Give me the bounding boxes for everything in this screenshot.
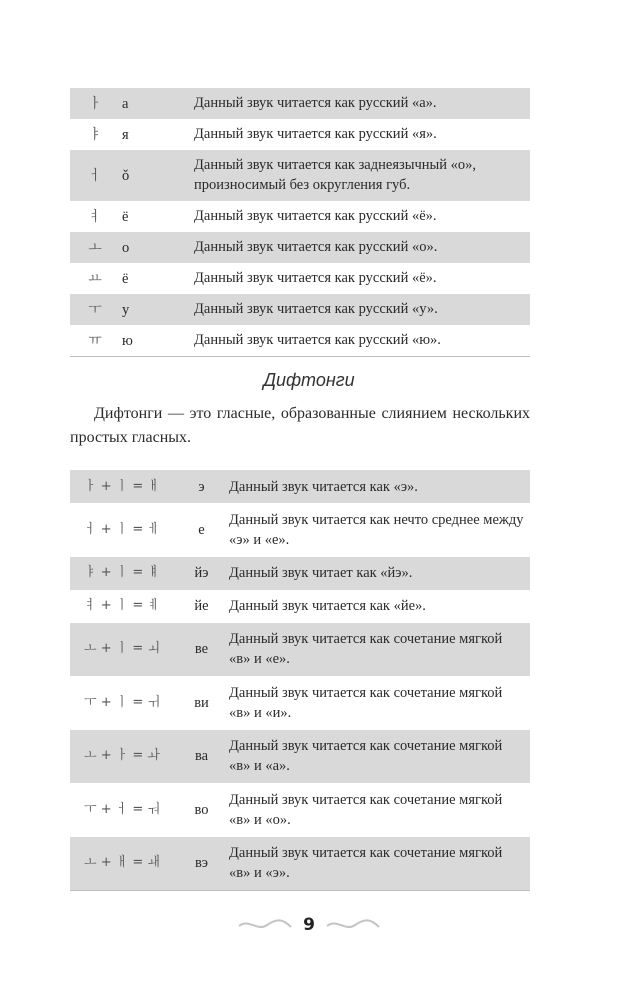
table-row xyxy=(70,263,530,294)
table-row xyxy=(70,783,530,837)
intro-paragraph: Дифтонги — это гласные, образованные слиянием нескольких простых гласных. xyxy=(70,405,530,446)
korean-formula: ㅓ + ㅣ = ㅔ xyxy=(84,521,160,537)
russian-sound: у xyxy=(120,294,194,325)
korean-formula: ㅕ + ㅣ = ㅖ xyxy=(84,598,160,613)
korean-letter: ㅓ xyxy=(70,150,120,201)
korean-letter: ㅕ xyxy=(88,208,102,225)
korean-formula: ㅜ + ㅣ = ㅟ xyxy=(84,694,160,710)
sound-description: Данный звук читается как сочетание мягкой «в» и «и». xyxy=(229,684,503,721)
table-row xyxy=(70,294,530,325)
russian-sound: вэ xyxy=(174,837,229,891)
sound-description: Данный звук читается как русский «у». xyxy=(194,294,530,325)
russian-sound: йэ xyxy=(174,557,229,590)
korean-letter: ㅗ xyxy=(70,232,120,263)
sound-description: Данный звук читается как сочетание мягкой «в» и «а». xyxy=(229,730,530,784)
russian-sound: йе xyxy=(194,598,209,614)
table-row xyxy=(70,623,530,677)
russian-sound: ва xyxy=(174,730,229,784)
table-row xyxy=(70,837,530,891)
table-row xyxy=(70,470,530,503)
wave-ornament-right-icon xyxy=(325,919,381,931)
russian-sound: ё xyxy=(122,208,129,225)
page-footer xyxy=(0,915,618,935)
table-row xyxy=(70,232,530,263)
wave-ornament-left-icon xyxy=(237,919,293,931)
korean-formula: ㅗ + ㅐ = ㅙ xyxy=(70,837,174,891)
table-row xyxy=(70,676,530,730)
korean-letter: ㅑ xyxy=(88,126,102,143)
sound-description: Данный звук читается как сочетание мягкой «в» и «о». xyxy=(229,791,503,828)
sound-description: Данный звук читается как заднеязычный «о», произносимый без округления губ. xyxy=(194,150,530,201)
sound-description: Данный звук читается как нечто среднее между «э» и «е». xyxy=(229,511,524,548)
russian-sound: ви xyxy=(194,694,209,711)
korean-formula: ㅜ + ㅓ = ㅝ xyxy=(84,801,160,817)
korean-formula: ㅗ + ㅏ = ㅘ xyxy=(70,730,174,784)
korean-letter: ㅛ xyxy=(88,270,102,287)
russian-sound: ǒ xyxy=(120,150,194,201)
russian-sound: ё xyxy=(122,270,129,287)
sound-description: Данный звук читается как русский «а». xyxy=(194,88,530,119)
russian-sound: е xyxy=(198,521,205,538)
sound-description: Данный звук читается как русский «я». xyxy=(194,126,437,142)
russian-sound: ве xyxy=(174,623,229,677)
table-row xyxy=(70,730,530,784)
table-row xyxy=(70,325,530,357)
korean-letter: ㅜ xyxy=(70,294,120,325)
sound-description: Данный звук читается как «э». xyxy=(229,470,530,503)
page-number: 9 xyxy=(303,915,315,935)
table-row xyxy=(70,150,530,201)
vowels-table xyxy=(70,88,530,357)
russian-sound: я xyxy=(122,126,129,143)
table-row xyxy=(70,590,530,623)
table-row xyxy=(70,557,530,590)
korean-letter: ㅠ xyxy=(88,332,102,349)
russian-sound: о xyxy=(120,232,194,263)
table-row xyxy=(70,88,530,119)
sound-description: Данный звук читается как русский «ё». xyxy=(194,208,437,224)
sound-description: Данный звук читается как сочетание мягкой «в» и «э». xyxy=(229,837,530,891)
korean-letter: ㅏ xyxy=(70,88,120,119)
table-row xyxy=(70,119,530,150)
table-row xyxy=(70,503,530,557)
table-row xyxy=(70,201,530,232)
diphthongs-table xyxy=(70,470,530,891)
russian-sound: ю xyxy=(122,332,133,349)
sound-description: Данный звук читается как «йе». xyxy=(229,598,426,614)
sound-description: Данный звук читается как русский «ю». xyxy=(194,332,441,348)
sound-description: Данный звук читает как «йэ». xyxy=(229,557,530,590)
sound-description: Данный звук читается как русский «о». xyxy=(194,232,530,263)
russian-sound: э xyxy=(174,470,229,503)
korean-formula: ㅑ + ㅣ = ㅒ xyxy=(70,557,174,590)
korean-formula: ㅗ + ㅣ = ㅚ xyxy=(70,623,174,677)
sound-description: Данный звук читается как сочетание мягкой «в» и «е». xyxy=(229,623,530,677)
section-heading: Дифтонги xyxy=(263,370,355,390)
korean-formula: ㅏ + ㅣ = ㅐ xyxy=(70,470,174,503)
sound-description: Данный звук читается как русский «ё». xyxy=(194,270,437,286)
russian-sound: а xyxy=(120,88,194,119)
russian-sound: во xyxy=(194,801,209,818)
